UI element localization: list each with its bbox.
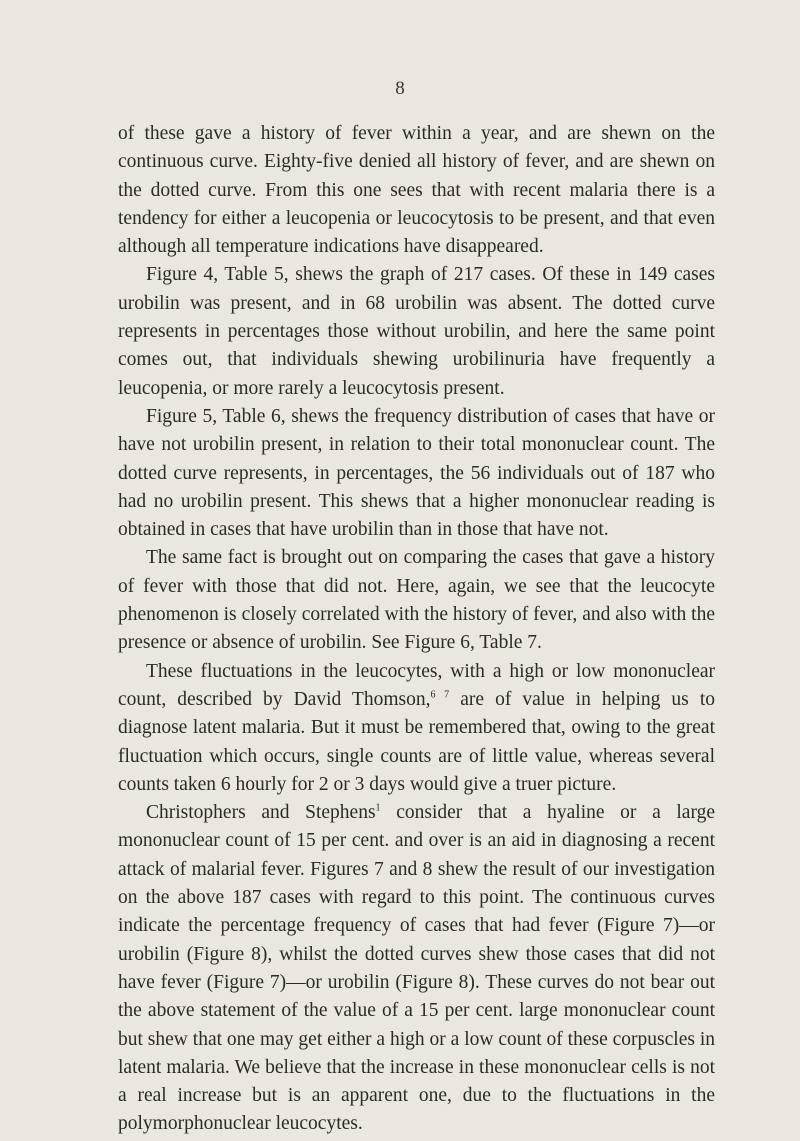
paragraph-4: The same fact is brought out on comparing the cases that gave a history of fever with those that did not. Here, again, we see that the leucocyte phenomenon is closely correlated with the history of fever, and also with the presence or absence of urobilin. See Figure 6, Table 7. <box>118 547 715 654</box>
paragraph-5-text-a: These fluctuations in the leucocytes, with a high or low mononuclear count, described by David Thomson, <box>118 660 715 710</box>
paragraph-2: Figure 4, Table 5, shews the graph of 217 cases. Of these in 149 cases urobilin was present, and in 68 urobilin was absent. The dotted curve represents in percentages those without urobilin, and here the same point comes out, that individuals shewing urobilinuria have frequently a leucopenia, or more rarely a leucocytosis present. <box>118 264 715 399</box>
paragraph-6-text-b: consider that a hyaline or a large mononuclear count of 15 per cent. and over is an aid in diagnosing a recent attack of malarial fever. Figures 7 and 8 shew the result of our investigation on the above 187 cases with regard to this point. The continuous curves indicate the percentage frequency of cases that had fever (Figure 7)—or urobilin (Figure 8), whilst the dotted curves shew those cases that did not have fever (Figure 7)—or urobilin (Figure 8). These curves do not bear out the above statement of the value of a 15 per cent. large mononuclear count but shew that one may get either a high or a low count of these corpuscles in latent malaria. We believe that the increase in these mononuclear cells is not a real increase but is an apparent one, due to the fluctuations in the polymorphonuclear leucocytes. <box>118 802 715 1135</box>
paragraph-5 <box>118 658 715 799</box>
paragraph-6-text-a: Christophers and Stephens <box>146 802 376 824</box>
paragraph-1: of these gave a history of fever within a year, and are shewn on the continuous curve. Eighty-five denied all history of fever, and are shewn on the dotted curve. From this one sees that with recent malaria there is a tendency for either a leucopenia or leucocytosis to be present, and that even although all temperature indications have disappeared. <box>118 123 715 258</box>
paragraph-5-text-b: are of value in helping us to diagnose latent malaria. But it must be remembered that, owing to the great fluctuation which occurs, single counts are of little value, whereas several counts taken 6 hourly for 2 or 3 days would give a truer picture. <box>118 688 715 795</box>
body-text <box>118 120 715 1139</box>
footnote-reference: 1 <box>375 802 381 814</box>
paragraph-3: Figure 5, Table 6, shews the frequency distribution of cases that have or have not urobilin present, in relation to their total mononuclear count. The dotted curve represents, in percentages, the 56 individuals out of 187 who had no urobilin present. This shews that a higher mononuclear reading is obtained in cases that have urobilin than in those that have not. <box>118 405 715 541</box>
page-number: 8 <box>395 78 405 99</box>
footnote-reference: 6 7 <box>430 689 450 701</box>
paragraph-6 <box>118 799 715 1139</box>
